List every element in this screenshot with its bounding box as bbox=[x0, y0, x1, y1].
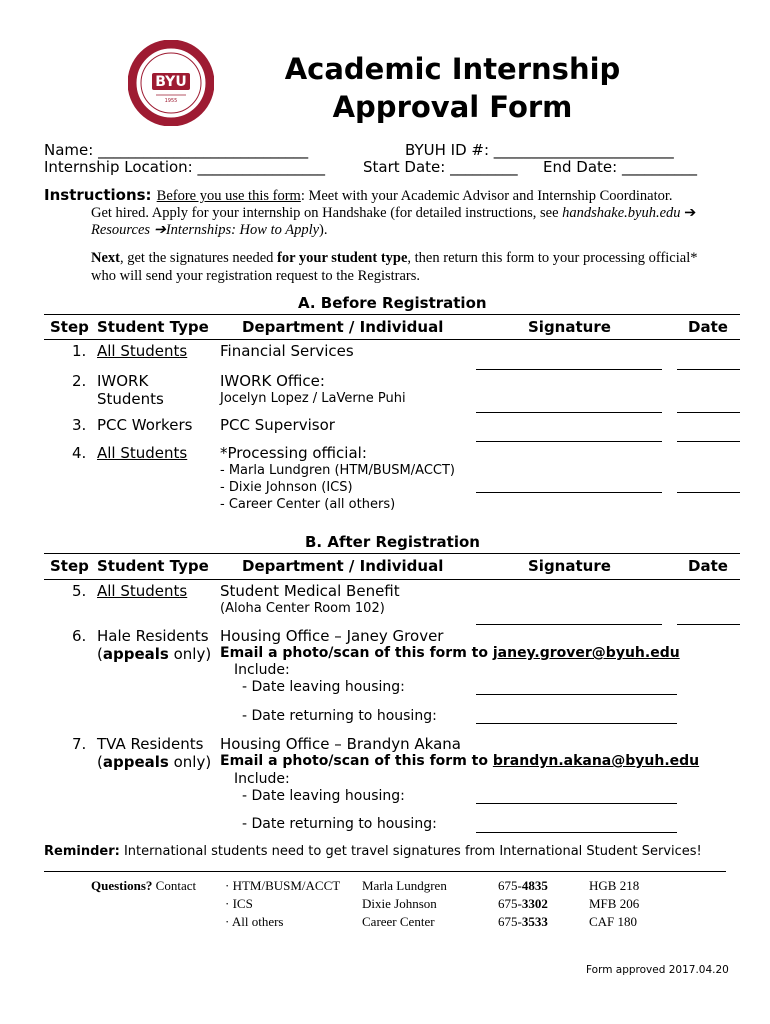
section-a-title: A. Before Registration bbox=[298, 294, 487, 312]
name-field-label[interactable]: Name: ____________________________ bbox=[44, 141, 309, 159]
instructions-before-use: Before you use this form bbox=[156, 188, 301, 204]
header-date: Date bbox=[688, 318, 728, 336]
row-4-signature-line[interactable] bbox=[476, 492, 662, 493]
row-5-signature-line[interactable] bbox=[476, 624, 662, 625]
row-7-include: Include: bbox=[234, 771, 290, 787]
header-date-b: Date bbox=[688, 557, 728, 575]
contact-person-3: Career Center bbox=[362, 914, 435, 929]
row-4-type: All Students bbox=[97, 444, 188, 462]
row-3-date-line[interactable] bbox=[677, 441, 740, 442]
section-a-header-rule bbox=[44, 339, 740, 340]
row-3-dept: PCC Supervisor bbox=[220, 416, 335, 434]
contact-group-3: · All others bbox=[225, 914, 284, 929]
section-a-top-rule bbox=[44, 314, 740, 315]
header-step-b: Step bbox=[50, 557, 89, 575]
row-4-sub-2: - Dixie Johnson (ICS) bbox=[220, 480, 353, 495]
row-7-appeals: (appeals only) bbox=[97, 753, 212, 771]
contact-room-1: HGB 218 bbox=[589, 878, 640, 893]
header-department: Department / Individual bbox=[242, 318, 444, 336]
instructions-line-1 bbox=[44, 185, 673, 205]
next-line-2: who will send your registration request to the Registrars. bbox=[91, 268, 421, 284]
page-title bbox=[230, 50, 675, 126]
header-step: Step bbox=[50, 318, 89, 336]
start-date-field-label[interactable]: Start Date: _________ bbox=[363, 158, 518, 176]
instructions-label: Instructions: bbox=[44, 186, 152, 204]
contact-phone-2: 675-3302 bbox=[498, 896, 548, 911]
row-1-date-line[interactable] bbox=[677, 369, 740, 370]
contact-phone-3: 675-3533 bbox=[498, 914, 548, 929]
row-7-returning: - Date returning to housing: bbox=[242, 816, 437, 832]
contact-person-1: Marla Lundgren bbox=[362, 878, 447, 893]
row-5-date-line[interactable] bbox=[677, 624, 740, 625]
row-7-type: TVA Residents bbox=[97, 735, 204, 753]
row-1-num: 1. bbox=[72, 342, 87, 360]
contact-group-1: · HTM/BUSM/ACCT bbox=[225, 878, 341, 893]
section-b-top-rule bbox=[44, 553, 740, 554]
row-6-dept: Housing Office – Janey Grover bbox=[220, 627, 444, 645]
row-3-signature-line[interactable] bbox=[476, 441, 662, 442]
row-6-include: Include: bbox=[234, 662, 290, 678]
header-department-b: Department / Individual bbox=[242, 557, 444, 575]
header-student-type: Student Type bbox=[97, 318, 209, 336]
row-4-sub-3: - Career Center (all others) bbox=[220, 497, 396, 512]
contact-person-2: Dixie Johnson bbox=[362, 896, 437, 911]
contacts-top-rule bbox=[44, 871, 726, 872]
row-7-num: 7. bbox=[72, 735, 87, 753]
row-4-date-line[interactable] bbox=[677, 492, 740, 493]
row-6-leaving-line[interactable] bbox=[476, 694, 677, 695]
instructions-meet-text: : Meet with your Academic Advisor and Internship Coordinator. bbox=[300, 188, 673, 204]
section-b-header-rule bbox=[44, 579, 740, 580]
row-2-dept: IWORK Office: bbox=[220, 372, 325, 390]
row-2-signature-line[interactable] bbox=[476, 412, 662, 413]
row-7-returning-line[interactable] bbox=[476, 832, 677, 833]
row-7-leaving: - Date leaving housing: bbox=[242, 788, 405, 804]
section-b-title: B. After Registration bbox=[305, 533, 480, 551]
row-6-leaving: - Date leaving housing: bbox=[242, 679, 405, 695]
row-6-type: Hale Residents bbox=[97, 627, 209, 645]
end-date-field-label[interactable]: End Date: __________ bbox=[543, 158, 697, 176]
contact-room-3: CAF 180 bbox=[589, 914, 638, 929]
title-line-2: Approval Form bbox=[332, 90, 573, 124]
brandyn-email-link[interactable]: brandyn.akana@byuh.edu bbox=[492, 753, 700, 769]
row-5-num: 5. bbox=[72, 582, 87, 600]
row-2-num: 2. bbox=[72, 372, 87, 390]
contact-room-2: MFB 206 bbox=[589, 896, 640, 911]
row-4-sub-1: - Marla Lundgren (HTM/BUSM/ACCT) bbox=[220, 463, 455, 478]
internship-location-field-label[interactable]: Internship Location: _________________ bbox=[44, 158, 325, 176]
arrow-icon: ➔ bbox=[153, 222, 166, 238]
instructions-line-3: Resources ➔Internships: How to Apply). bbox=[91, 222, 328, 238]
row-6-returning-line[interactable] bbox=[476, 723, 677, 724]
row-6-email-line: Email a photo/scan of this form to janey.grover@byuh.edu bbox=[220, 645, 680, 661]
row-7-dept: Housing Office – Brandyn Akana bbox=[220, 735, 461, 753]
janey-email-link[interactable]: janey.grover@byuh.edu bbox=[492, 645, 680, 661]
row-5-type: All Students bbox=[97, 582, 188, 600]
row-7-leaving-line[interactable] bbox=[476, 803, 677, 804]
title-line-1: Academic Internship bbox=[284, 52, 621, 86]
logo-year: 1955 bbox=[164, 98, 178, 104]
arrow-icon: ➔ bbox=[684, 205, 697, 221]
byu-seal-logo bbox=[128, 40, 214, 126]
row-2-sub: Jocelyn Lopez / LaVerne Puhi bbox=[220, 391, 406, 406]
reminder-text: International students need to get travel signatures from International Student Services! bbox=[123, 844, 702, 859]
instructions-apply-text: Get hired. Apply for your internship on Handshake (for detailed instructions, see bbox=[91, 205, 559, 221]
questions-label: Questions? Contact bbox=[91, 878, 197, 893]
row-2-date-line[interactable] bbox=[677, 412, 740, 413]
form-approved-date: Form approved 2017.04.20 bbox=[586, 964, 729, 976]
reminder bbox=[44, 844, 702, 859]
header-signature: Signature bbox=[528, 318, 611, 336]
row-2-type: IWORK bbox=[97, 372, 149, 390]
instructions-line-2 bbox=[91, 205, 696, 222]
reminder-label: Reminder: bbox=[44, 844, 120, 859]
row-2-type-2: Students bbox=[97, 390, 164, 408]
byuh-id-field-label[interactable]: BYUH ID #: ________________________ bbox=[405, 141, 674, 159]
contact-group-2: · ICS bbox=[225, 896, 253, 911]
contact-phone-1: 675-4835 bbox=[498, 878, 548, 893]
row-6-num: 6. bbox=[72, 627, 87, 645]
next-line-1: Next, get the signatures needed for your student type, then return this form to your processing official* bbox=[91, 250, 698, 266]
row-7-email-line: Email a photo/scan of this form to brandyn.akana@byuh.edu bbox=[220, 753, 700, 769]
header-signature-b: Signature bbox=[528, 557, 611, 575]
header-student-type-b: Student Type bbox=[97, 557, 209, 575]
row-5-dept: Student Medical Benefit bbox=[220, 582, 400, 600]
logo-text: BYU bbox=[155, 74, 187, 90]
resources-link[interactable]: Resources bbox=[91, 222, 151, 238]
row-6-appeals: (appeals only) bbox=[97, 645, 212, 663]
row-4-num: 4. bbox=[72, 444, 87, 462]
internships-how-to-link[interactable]: Internships: How to Apply bbox=[165, 222, 320, 238]
row-1-signature-line[interactable] bbox=[476, 369, 662, 370]
handshake-link[interactable]: handshake.byuh.edu bbox=[562, 205, 681, 221]
row-1-dept: Financial Services bbox=[220, 342, 354, 360]
row-3-type: PCC Workers bbox=[97, 416, 193, 434]
row-1-type: All Students bbox=[97, 342, 188, 360]
row-6-returning: - Date returning to housing: bbox=[242, 708, 437, 724]
row-3-num: 3. bbox=[72, 416, 87, 434]
row-5-sub: (Aloha Center Room 102) bbox=[220, 601, 385, 616]
row-4-dept: *Processing official: bbox=[220, 444, 367, 462]
